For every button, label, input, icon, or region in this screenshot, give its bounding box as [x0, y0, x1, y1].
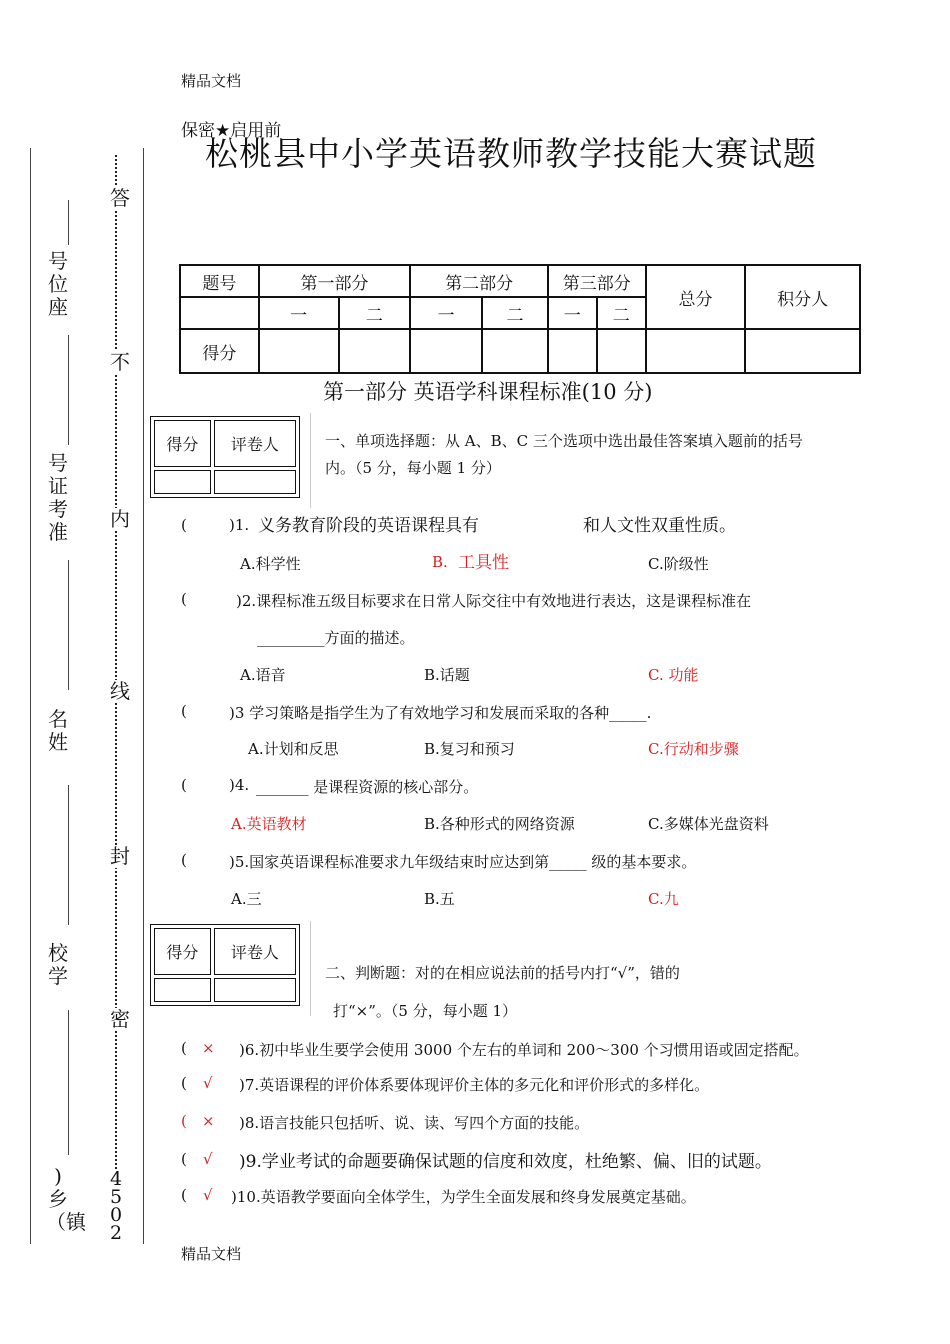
judgment-item: )9.学业考试的命题要确保试题的信度和效度，杜绝繁、偏、旧的试题。 [239, 1152, 772, 1172]
question-number: )4. [229, 776, 250, 794]
answer-mark: √ [203, 1186, 213, 1204]
header-note: 精品文档 [181, 72, 242, 90]
grader-box [150, 924, 300, 1006]
header-total: 总分 [646, 265, 746, 329]
option-c-answer: C. 功能 [648, 666, 699, 684]
answer-paren: ( [181, 516, 187, 534]
answer-mark: √ [203, 1150, 213, 1168]
answer-paren: ( [181, 1186, 187, 1204]
grader-score-label: 得分 [154, 420, 211, 467]
grader-score-cell[interactable] [154, 978, 211, 1002]
part2-instruction: 二、判断题：对的在相应说法前的括号内打“√”，错的 [325, 964, 680, 982]
answer-mark: √ [203, 1074, 213, 1092]
empty-cell [180, 297, 259, 329]
header-question-num: 题号 [180, 265, 259, 297]
score-cell[interactable] [745, 329, 860, 373]
answer-mark: × [202, 1112, 215, 1130]
option-c-answer: C.九 [648, 890, 679, 908]
grader-name-label: 评卷人 [214, 420, 296, 467]
exam-id-label: 号证考准 [48, 451, 68, 544]
grader-score-label: 得分 [154, 928, 211, 975]
answer-paren: ( [181, 851, 187, 869]
seal-char-xian: 线 [110, 679, 130, 703]
seal-char-nei: 内 [110, 507, 130, 531]
grader-name-cell[interactable] [214, 978, 296, 1002]
question-text: )2.课程标准五级目标要求在日常人际交往中有效地进行表达，这是课程标准在 [236, 592, 752, 610]
margin-outer-line [30, 148, 31, 1244]
seal-char-da: 答 [110, 186, 130, 210]
field-line [68, 560, 69, 690]
header-part2: 第二部分 [410, 265, 548, 297]
question-text: 义务教育阶段的英语课程具有 [258, 516, 479, 536]
part2-instruction-2: 打“×”。（5 分，每小题 1） [333, 1002, 518, 1020]
answer-paren: ( [181, 776, 187, 794]
footer-note: 精品文档 [181, 1245, 242, 1263]
option-b-answer: 工具性 [458, 553, 509, 573]
code-number: 4502 [106, 1170, 126, 1242]
township-label: )乡（镇 [46, 1164, 86, 1234]
score-cell[interactable] [410, 329, 482, 373]
sub-one: 一 [259, 297, 339, 329]
question-text: 和人文性双重性质。 [583, 516, 736, 536]
option-a: A.三 [231, 890, 262, 908]
seal-char-feng: 封 [110, 844, 130, 868]
question-text: )3 学习策略是指学生为了有效地学习和发展而采取的各种_____. [229, 704, 652, 722]
option-c: C.阶级性 [648, 555, 709, 573]
grader-score-cell[interactable] [154, 470, 211, 494]
field-line [68, 785, 69, 925]
option-b: B.各种形式的网络资源 [424, 815, 575, 833]
option-c-answer: C.行动和步骤 [648, 740, 739, 758]
header-part1: 第一部分 [259, 265, 411, 297]
header-part3: 第三部分 [548, 265, 646, 297]
question-text: _______ 是课程资源的核心部分。 [256, 778, 479, 796]
field-line [68, 1010, 69, 1155]
score-cell[interactable] [259, 329, 339, 373]
option-a: A.语音 [240, 666, 286, 684]
question-text: )5.国家英语课程标准要求九年级结束时应达到第_____ 级的基本要求。 [229, 853, 697, 871]
page-title: 松桃县中小学英语教师教学技能大赛试题 [205, 134, 817, 173]
question-text: _________方面的描述。 [257, 629, 415, 647]
judgment-item: )10.英语教学要面向全体学生，为学生全面发展和终身发展奠定基础。 [231, 1188, 696, 1206]
sub-two: 二 [597, 297, 646, 329]
option-b-letter: B. [432, 553, 448, 571]
answer-paren: ( [181, 702, 187, 720]
answer-paren: ( [181, 1074, 187, 1092]
answer-paren: ( [181, 590, 187, 608]
section1-title: 第一部分 英语学科课程标准(10 分) [323, 380, 653, 404]
row-score-label: 得分 [180, 329, 259, 373]
option-b: B.话题 [424, 666, 470, 684]
sub-one: 一 [410, 297, 482, 329]
grader-name-cell[interactable] [214, 470, 296, 494]
seat-number-label: 号位座 [48, 249, 68, 319]
seal-char-bu: 不 [110, 350, 130, 374]
score-cell[interactable] [339, 329, 411, 373]
answer-mark: × [202, 1039, 215, 1057]
name-label: 名姓 [48, 707, 68, 754]
sub-two: 二 [482, 297, 548, 329]
option-a-answer: A.英语教材 [231, 815, 307, 833]
score-cell[interactable] [646, 329, 746, 373]
score-table [179, 264, 861, 374]
score-cell[interactable] [597, 329, 646, 373]
secret-tag: 保密★启用前 [181, 121, 282, 141]
grader-box [150, 416, 300, 498]
school-label: 校学 [48, 941, 68, 988]
question-number: )1. [229, 516, 250, 534]
judgment-item: )7.英语课程的评价体系要体现评价主体的多元化和评价形式的多样化。 [239, 1076, 710, 1094]
sub-one: 一 [548, 297, 597, 329]
score-cell[interactable] [482, 329, 548, 373]
option-b: B.复习和预习 [424, 740, 515, 758]
part1-instruction-2: 内。（5 分，每小题 1 分） [325, 459, 501, 477]
grader-name-label: 评卷人 [214, 928, 296, 975]
score-cell[interactable] [548, 329, 597, 373]
judgment-item: )8.语言技能只包括听、说、读、写四个方面的技能。 [239, 1114, 590, 1132]
header-scorer: 积分人 [745, 265, 860, 329]
margin-inner-line [143, 148, 144, 1244]
sub-two: 二 [339, 297, 411, 329]
judgment-item: )6.初中毕业生要学会使用 3000 个左右的单词和 200～300 个习惯用语或固定搭配。 [239, 1041, 809, 1059]
part1-instruction: 一、单项选择题：从 A、B、C 三个选项中选出最佳答案填入题前的括号 [325, 432, 803, 450]
answer-paren: ( [181, 1039, 187, 1057]
option-b: B.五 [424, 890, 455, 908]
answer-paren: ( [181, 1112, 187, 1130]
option-a: A.计划和反思 [248, 740, 339, 758]
option-c: C.多媒体光盘资料 [648, 815, 769, 833]
field-line [68, 200, 69, 245]
option-a: A.科学性 [240, 555, 301, 573]
seal-char-mi: 密 [110, 1007, 130, 1031]
field-line [68, 335, 69, 445]
answer-paren: ( [181, 1150, 187, 1168]
